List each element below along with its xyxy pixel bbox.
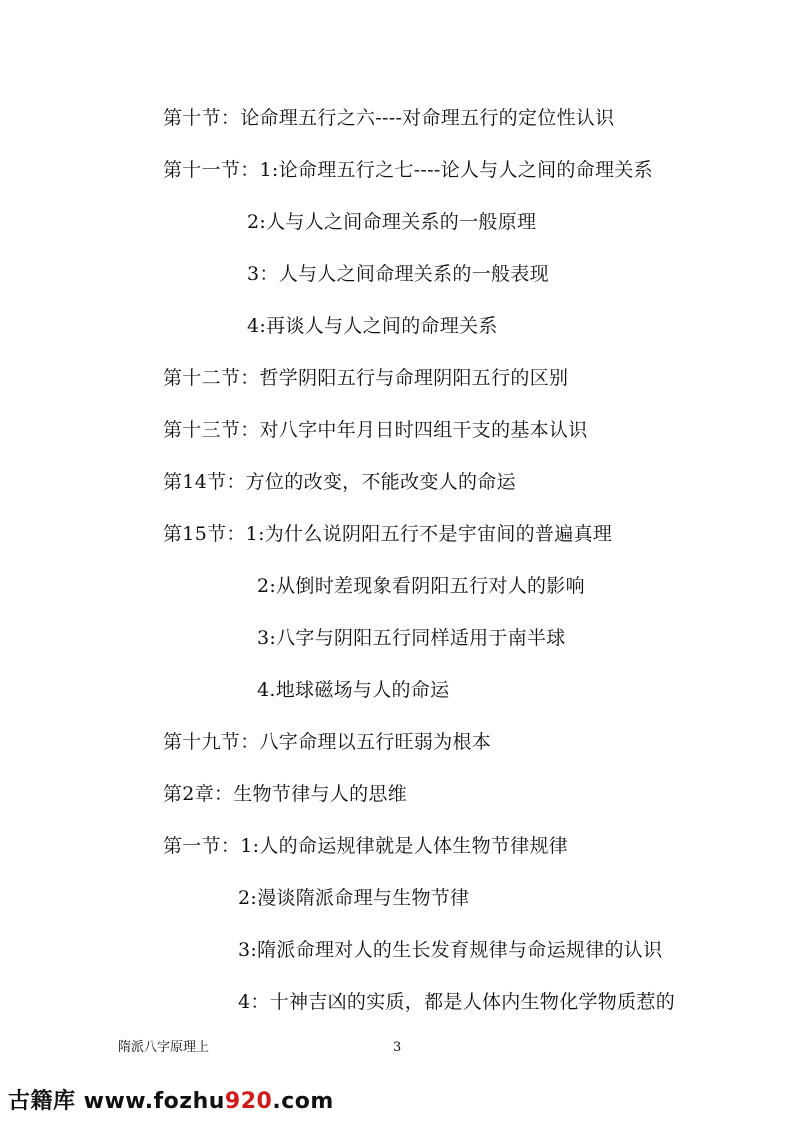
- site-watermark: [8, 1088, 334, 1116]
- toc-line: 2:漫谈隋派命理与生物节律: [238, 887, 470, 909]
- toc-line: 第15节：1:为什么说阴阳五行不是宇宙间的普遍真理: [163, 523, 613, 545]
- toc-line: 第2章：生物节律与人的思维: [163, 783, 407, 805]
- toc-line: 第一节：1:人的命运规律就是人体生物节律规律: [163, 835, 569, 857]
- toc-line: 3:隋派命理对人的生长发育规律与命运规律的认识: [238, 939, 663, 961]
- toc-line: 第十三节：对八字中年月日时四组干支的基本认识: [163, 419, 588, 441]
- watermark-suffix: .com: [272, 1089, 334, 1114]
- footer-title: 隋派八字原理上: [118, 1040, 210, 1055]
- toc-line: 3:八字与阴阳五行同样适用于南半球: [257, 627, 566, 649]
- toc-line: 4:再谈人与人之间的命理关系: [247, 315, 498, 337]
- toc-line: 第十一节：1:论命理五行之七----论人与人之间的命理关系: [163, 159, 653, 181]
- toc-line: 第十二节：哲学阴阳五行与命理阴阳五行的区别: [163, 367, 569, 389]
- toc-line: 第14节：方位的改变，不能改变人的命运: [163, 471, 516, 493]
- watermark-prefix: 古籍库 www.fozhu: [8, 1089, 225, 1114]
- watermark-number: 920: [224, 1089, 273, 1114]
- toc-line: 2:人与人之间命理关系的一般原理: [247, 211, 537, 233]
- toc-line: 3：人与人之间命理关系的一般表现: [247, 263, 549, 285]
- toc-line: 2:从倒时差现象看阴阳五行对人的影响: [257, 575, 585, 597]
- toc-line: 4：十神吉凶的实质，都是人体内生物化学物质惹的: [238, 991, 675, 1013]
- toc-line: 4.地球磁场与人的命运: [257, 679, 450, 701]
- toc-line: 第十九节：八字命理以五行旺弱为根本: [163, 731, 492, 753]
- page-number: 3: [393, 1040, 402, 1055]
- toc-line: 第十节：论命理五行之六----对命理五行的定位性认识: [163, 107, 615, 129]
